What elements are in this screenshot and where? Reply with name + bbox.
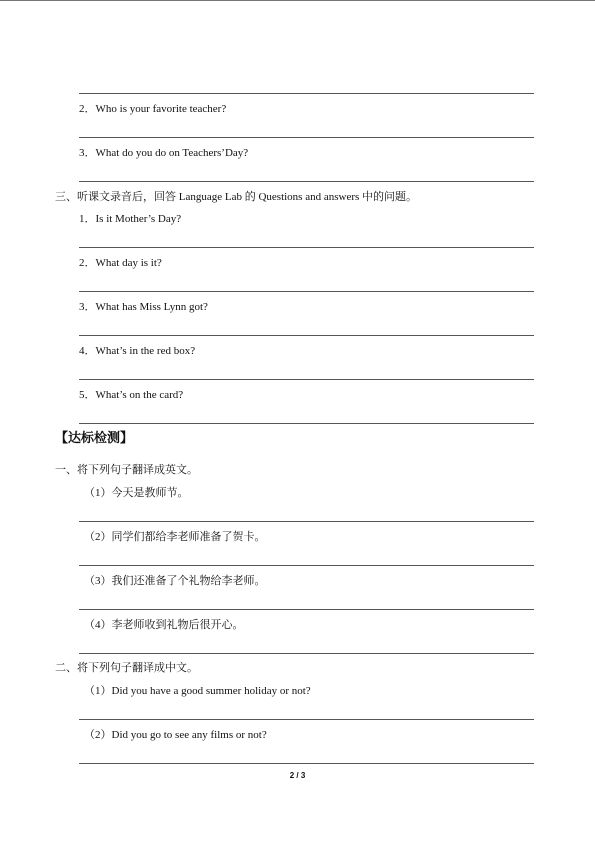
answer-line: [79, 379, 534, 380]
answer-line: [79, 137, 534, 138]
answer-line: [79, 291, 534, 292]
question-text: 5．What’s on the card?: [79, 389, 184, 401]
answer-line: [79, 335, 534, 336]
answer-line: [79, 565, 534, 566]
translation-item: （2）同学们都给李老师准备了贺卡。: [84, 531, 266, 543]
question-text: 2．Who is your favorite teacher?: [79, 103, 227, 115]
question-text: 4．What’s in the red box?: [79, 345, 196, 357]
answer-line: [79, 763, 534, 764]
answer-line: [79, 247, 534, 248]
section-heading: 【达标检测】: [55, 431, 134, 446]
answer-line: [79, 719, 534, 720]
section-title: 一、将下列句子翻译成英文。: [55, 464, 198, 476]
answer-line: [79, 93, 534, 94]
translation-item: （3）我们还准备了个礼物给李老师。: [84, 575, 266, 587]
translation-item: （1）Did you have a good summer holiday or not?: [84, 685, 311, 697]
answer-line: [79, 521, 534, 522]
answer-line: [79, 653, 534, 654]
question-text: 1．Is it Mother’s Day?: [79, 213, 182, 225]
section-title: 二、将下列句子翻译成中文。: [55, 662, 198, 674]
question-text: 3．What do you do on Teachers’Day?: [79, 147, 249, 159]
page-number: 2 / 3: [289, 771, 306, 780]
translation-item: （2）Did you go to see any films or not?: [84, 729, 267, 741]
answer-line: [79, 609, 534, 610]
top-border: [0, 0, 595, 1]
translation-item: （4）李老师收到礼物后很开心。: [84, 619, 244, 631]
answer-line: [79, 181, 534, 182]
answer-line: [79, 423, 534, 424]
question-text: 3．What has Miss Lynn got?: [79, 301, 208, 313]
section-title: 三、听课文录音后，回答 Language Lab 的 Questions and answers 中的问题。: [55, 191, 418, 203]
translation-item: （1）今天是教师节。: [84, 487, 189, 499]
question-text: 2．What day is it?: [79, 257, 162, 269]
